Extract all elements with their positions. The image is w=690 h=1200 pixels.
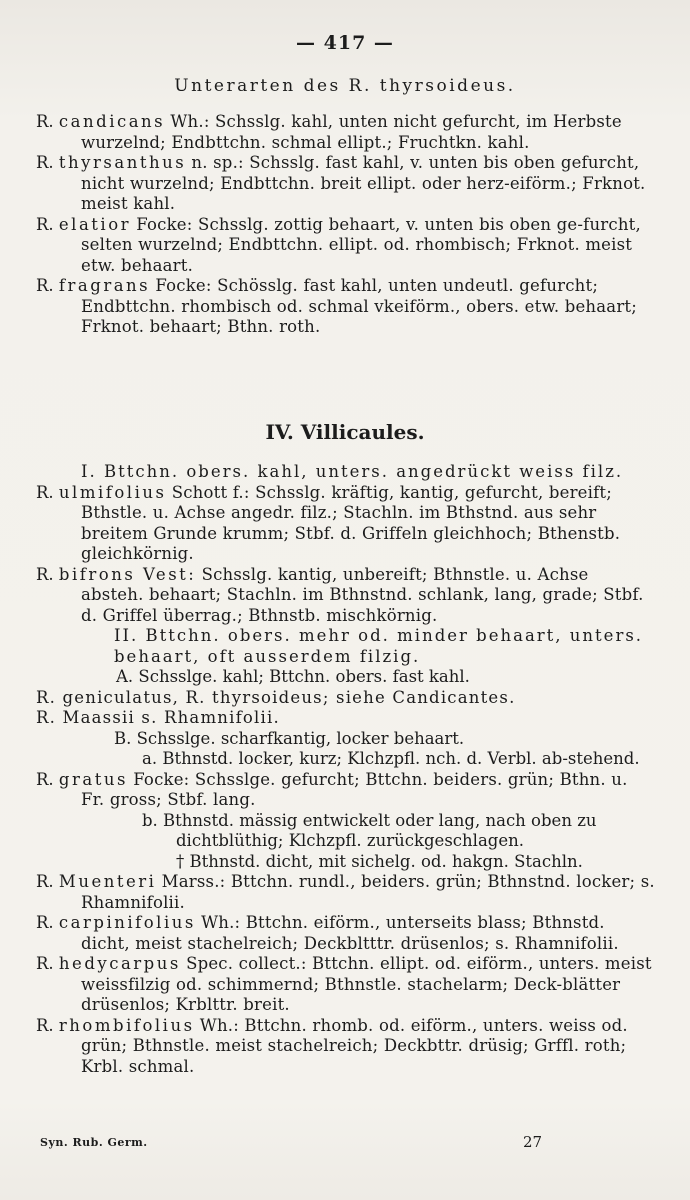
entry-maassii: R. Maassii s. Rhamnifolii.: [36, 708, 280, 727]
key-line-a: a. Bthnstd. locker, kurz; Klchzpfl. nch. d. Verbl. ab-stehend.: [142, 749, 640, 768]
entry-prefix: R.: [36, 954, 54, 973]
entry-bifrons: [36, 565, 656, 627]
species-name: hedycarpus: [58, 954, 181, 973]
key-line-I: I. Bttchn. obers. kahl, unters. angedrückt weiss filz.: [81, 462, 624, 481]
villicaules-entries: [36, 462, 656, 1077]
entry-prefix: R.: [36, 214, 54, 234]
entry-prefix: R.: [36, 913, 54, 932]
entry-text: Wh.: Schsslg. kahl, unten nicht gefurcht, im Herbste wurzelnd; Endbttchn. schmal ellipt.; Fruchtkn. kahl.: [81, 112, 622, 152]
entry-prefix: R.: [36, 276, 54, 295]
entry-text: Wh.: Bttchn. eiförm., unterseits blass; Bthnstd. dicht, meist stachelreich; Deckbltttr. drüsenlos; s. Rhamnifolii.: [81, 913, 619, 953]
entry-prefix: R.: [36, 769, 54, 789]
entry-text: Schott f.: Schsslg. kräftig, kantig, gefurcht, bereift; Bthstle. u. Achse angedr. filz.; Stachln. im Bthstnd. aus sehr breitem Grunde krumm; Stbf. d. Griffeln gleichhoch; Bthenstb. gleichkörnig.: [81, 482, 621, 563]
entry-muenteri: [36, 872, 656, 913]
entry-ulmifolius: [36, 483, 656, 565]
entry-hedycarpus: [36, 954, 656, 1016]
species-name: Muenteri: [58, 872, 157, 891]
entry-text: Wh.: Bttchn. rhomb. od. eiförm., unters. weiss od. grün; Bthnstle. meist stachelreich; Deckbttr. drüsig; Grffl. roth; Krbl. schmal.: [81, 1015, 628, 1076]
entry-prefix: R.: [36, 112, 54, 131]
species-name: ulmifolius: [58, 482, 167, 502]
key-line-B: B. Schsslge. scharfkantig, locker behaart.: [114, 728, 465, 748]
entry-prefix: R.: [36, 564, 54, 584]
entry-text: Focke: Schösslg. fast kahl, unten undeutl. gefurcht; Endbttchn. rhombisch od. schmal vkeiförm., obers. etw. behaart; Frknot. behaart; Bthn. roth.: [81, 276, 638, 336]
entry-text: n. sp.: Schsslg. fast kahl, v. unten bis oben gefurcht, nicht wurzelnd; Endbttchn. breit ellipt. oder herz-eiförm.; Frknot. meist kahl.: [81, 153, 646, 213]
section-title: Unterarten des R. thyrsoideus.: [174, 76, 516, 96]
entry-prefix: R.: [36, 1015, 54, 1035]
entry-carpinifolius: [36, 913, 656, 954]
entry-text: Spec. collect.: Bttchn. ellipt. od. eiförm., unters. meist weissfilzig od. schimmernd; Bthnstle. stachelarm; Deck-blätter drüsenlos; Krblttr. breit.: [81, 954, 652, 1014]
entry-text: Focke: Schsslge. gefurcht; Bttchn. beiders. grün; Bthn. u. Fr. gross; Stbf. lang.: [81, 769, 628, 809]
top-entries: [36, 112, 656, 338]
entry-elatior: [36, 215, 656, 277]
entry-thyrsanthus: [36, 153, 656, 215]
key-line-dagger: † Bthnstd. dicht, mit sichelg. od. hakgn. Stachln.: [176, 851, 583, 871]
section-heading: IV. Villicaules.: [265, 420, 425, 444]
species-name: gratus: [58, 769, 128, 789]
entry-prefix: R.: [36, 482, 54, 502]
entry-fragrans: [36, 276, 656, 338]
entry-prefix: R.: [36, 872, 54, 891]
species-name: elatior: [58, 214, 132, 234]
footer-sheet-number: 27: [523, 1133, 543, 1151]
key-line-A: A. Schsslge. kahl; Bttchn. obers. fast kahl.: [116, 667, 470, 686]
entry-prefix: R.: [36, 153, 54, 172]
entry-rhombifolius: [36, 1016, 656, 1078]
entry-text: Schsslg. kantig, unbereift; Bthnstle. u. Achse absteh. behaart; Stachln. im Bthnstnd. schlank, lang, grade; Stbf. d. Griffel überrag.; Bthnstb. mischkörnig.: [81, 564, 644, 625]
entry-text: Focke: Schsslg. zottig behaart, v. unten bis oben ge-furcht, selten wurzelnd; Endbttchn. ellipt. od. rhombisch; Frknot. meist etw. behaart.: [81, 214, 641, 275]
footer-signature: Syn. Rub. Germ.: [40, 1136, 148, 1149]
entry-candicans: [36, 112, 656, 153]
entry-gratus: [36, 770, 656, 811]
key-line-b: b. Bthnstd. mässig entwickelt oder lang, nach oben zu dichtblüthig; Klchzpfl. zurückgeschlagen.: [142, 810, 597, 850]
species-name: fragrans: [58, 276, 151, 295]
entry-text: Marss.: Bttchn. rundl., beiders. grün; Bthnstnd. locker; s. Rhamnifolii.: [81, 872, 655, 912]
species-name: bifrons Vest:: [58, 564, 197, 584]
entry-geniculatus: R. geniculatus, R. thyrsoideus; siehe Candicantes.: [36, 687, 516, 707]
species-name: thyrsanthus: [58, 153, 187, 172]
species-name: carpinifolius: [58, 913, 196, 932]
species-name: rhombifolius: [58, 1015, 195, 1035]
key-line-II: II. Bttchn. obers. mehr od. minder behaart, unters. behaart, oft ausserdem filzig.: [114, 626, 644, 666]
page-number: — 417 —: [296, 32, 394, 54]
species-name: candicans: [58, 112, 166, 131]
